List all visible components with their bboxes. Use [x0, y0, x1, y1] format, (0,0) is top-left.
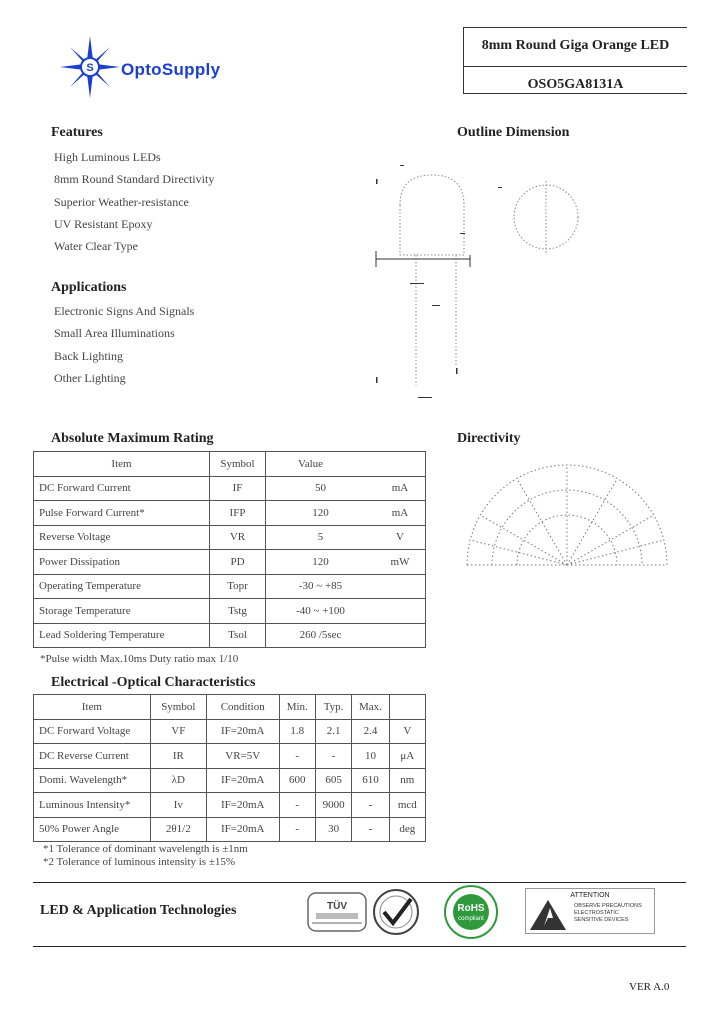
version-label: VER A.0: [629, 981, 670, 993]
table-row: 50% Power Angle 2θ1/2 IF=20mA - 30 - deg: [34, 817, 426, 842]
table-row: Reverse Voltage VR 5 V: [34, 525, 426, 550]
esd-warning-icon: [528, 898, 568, 932]
svg-text:TÜV: TÜV: [327, 901, 347, 912]
attention-line: ELECTROSTATIC: [574, 910, 619, 916]
svg-text:compliant: compliant: [458, 916, 484, 922]
list-item: High Luminous LEDs: [54, 150, 161, 164]
table-row: Domi. Wavelength* λD IF=20mA 600 605 610 nm: [34, 768, 426, 793]
list-item: Other Lighting: [54, 370, 126, 385]
svg-text:RoHS: RoHS: [457, 903, 485, 914]
logo-star-icon: [58, 34, 122, 100]
list-item: Electronic Signs And Signals: [54, 304, 195, 318]
product-name: 8mm Round Giga Orange LED: [481, 38, 670, 53]
attention-title: ATTENTION: [570, 892, 610, 899]
table-row: Power Dissipation PD 120 mW: [34, 550, 426, 575]
list-item: Superior Weather-resistance: [54, 194, 189, 209]
header-cell: Item: [34, 452, 210, 477]
table-row: Operating Temperature Topr -30 ~ +85: [34, 574, 426, 599]
table-row: DC Forward Current IF 50 mA: [34, 476, 426, 501]
footer-rule-bottom: [33, 946, 686, 947]
list-item: Water Clear Type: [54, 239, 138, 254]
table-row: Luminous Intensity* Iv IF=20mA - 9000 - mcd: [34, 793, 426, 818]
outline-title: Outline Dimension: [457, 125, 570, 140]
part-number: OSO5GA8131A: [527, 77, 624, 92]
rohs-badge-icon: [436, 884, 506, 940]
abs-max-title: Absolute Maximum Rating: [51, 431, 214, 446]
table-header: [34, 452, 426, 477]
attention-line: OBSERVE PRECAUTIONS: [574, 903, 642, 909]
attention-box: [525, 888, 655, 934]
table-row: Pulse Forward Current* IFP 120 mA: [34, 501, 426, 526]
header-cell: Symbol: [210, 452, 266, 477]
eo-note-1: *1 Tolerance of dominant wavelength is ±1nm: [43, 843, 248, 855]
table-row: DC Forward Voltage VF IF=20mA 1.8 2.1 2.4 V: [34, 719, 426, 744]
eo-table: [33, 694, 426, 842]
abs-max-note: *Pulse width Max.10ms Duty ratio max 1/10: [40, 653, 239, 665]
features-title: Features: [51, 125, 103, 140]
table-header: Item Symbol Condition Min. Typ. Max.: [34, 695, 426, 720]
features-list: [54, 150, 214, 261]
directivity-title: Directivity: [457, 431, 521, 446]
table-row: Lead Soldering Temperature Tsol 260 /5sec: [34, 623, 426, 648]
header-box: [463, 27, 687, 94]
applications-title: Applications: [51, 280, 127, 295]
eo-title: Electrical -Optical Characteristics: [51, 675, 256, 690]
header-cell: Value: [266, 452, 426, 477]
applications-list: [54, 304, 194, 393]
list-item: Small Area Illuminations: [54, 326, 175, 341]
check-cert-icon: [371, 887, 421, 937]
directivity-chart: [462, 455, 672, 575]
list-item: Back Lighting: [54, 348, 123, 363]
abs-max-table: [33, 451, 426, 648]
eo-note-2: *2 Tolerance of luminous intensity is ±15%: [43, 856, 236, 868]
svg-text:S: S: [86, 62, 94, 74]
list-item: 8mm Round Standard Directivity: [54, 172, 215, 187]
outline-drawing: [360, 155, 590, 405]
attention-line: SENSITIVE DEVICES: [574, 917, 629, 923]
tuv-cert-icon: [306, 889, 368, 935]
logo-text: OptoSupply: [121, 60, 221, 79]
table-row: DC Reverse Current IR VR=5V - - 10 μA: [34, 744, 426, 769]
company-line: LED & Application Technologies: [40, 903, 237, 918]
footer-rule-top: [33, 882, 686, 883]
table-row: Storage Temperature Tstg -40 ~ +100: [34, 599, 426, 624]
logo: [58, 34, 273, 100]
list-item: UV Resistant Epoxy: [54, 216, 153, 231]
